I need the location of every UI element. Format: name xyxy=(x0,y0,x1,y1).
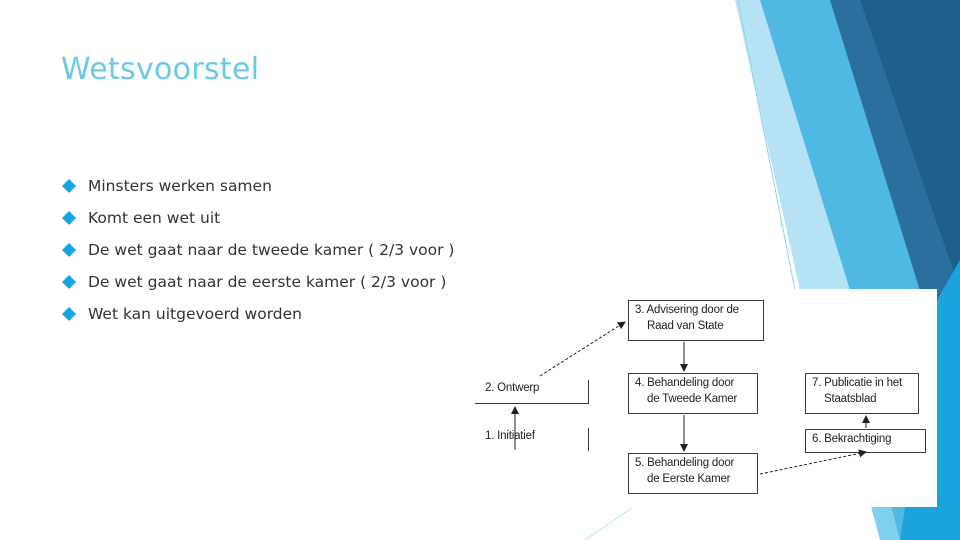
diamond-bullet-icon xyxy=(62,211,76,225)
step-eerste-kamer-line1: 5. Behandeling door xyxy=(635,457,735,469)
diamond-bullet-icon xyxy=(62,275,76,289)
bullet-item xyxy=(62,170,454,202)
step-ontwerp xyxy=(475,380,589,404)
bullet-text: De wet gaat naar de tweede kamer ( 2/3 voor ) xyxy=(88,241,455,259)
step-advisering-line1: 3. Advisering door de xyxy=(635,304,739,316)
step-initiatief-label: 1. Initiatief xyxy=(485,430,535,442)
step-advisering xyxy=(628,300,764,341)
step-tweede-kamer-line2: de Tweede Kamer xyxy=(647,393,738,405)
bullet-item xyxy=(62,266,454,298)
step-advisering-line2: Raad van State xyxy=(647,320,724,332)
step-bekrachtiging-label: 6. Bekrachtiging xyxy=(812,433,892,445)
step-initiatief xyxy=(475,428,589,451)
step-eerste-kamer xyxy=(628,453,758,494)
step-ontwerp-label: 2. Ontwerp xyxy=(485,382,540,394)
step-publicatie-line1: 7. Publicatie in het xyxy=(812,377,902,389)
slide-title: Wetsvoorstel xyxy=(61,52,260,87)
bullet-list xyxy=(62,170,454,330)
step-publicatie xyxy=(805,373,919,414)
step-tweede-kamer-line1: 4. Behandeling door xyxy=(635,377,735,389)
step-bekrachtiging xyxy=(805,429,926,453)
step-tweede-kamer xyxy=(628,373,758,414)
bullet-text: Komt een wet uit xyxy=(88,209,221,227)
bullet-item xyxy=(62,234,454,266)
bullet-text: Minsters werken samen xyxy=(88,177,272,195)
bullet-item xyxy=(62,298,454,330)
diamond-bullet-icon xyxy=(62,243,76,257)
diamond-bullet-icon xyxy=(62,179,76,193)
bullet-text: De wet gaat naar de eerste kamer ( 2/3 voor ) xyxy=(88,273,447,291)
bullet-item xyxy=(62,202,454,234)
diamond-bullet-icon xyxy=(62,307,76,321)
bullet-text: Wet kan uitgevoerd worden xyxy=(88,305,303,323)
step-publicatie-line2: Staatsblad xyxy=(824,393,877,405)
step-eerste-kamer-line2: de Eerste Kamer xyxy=(647,473,731,485)
